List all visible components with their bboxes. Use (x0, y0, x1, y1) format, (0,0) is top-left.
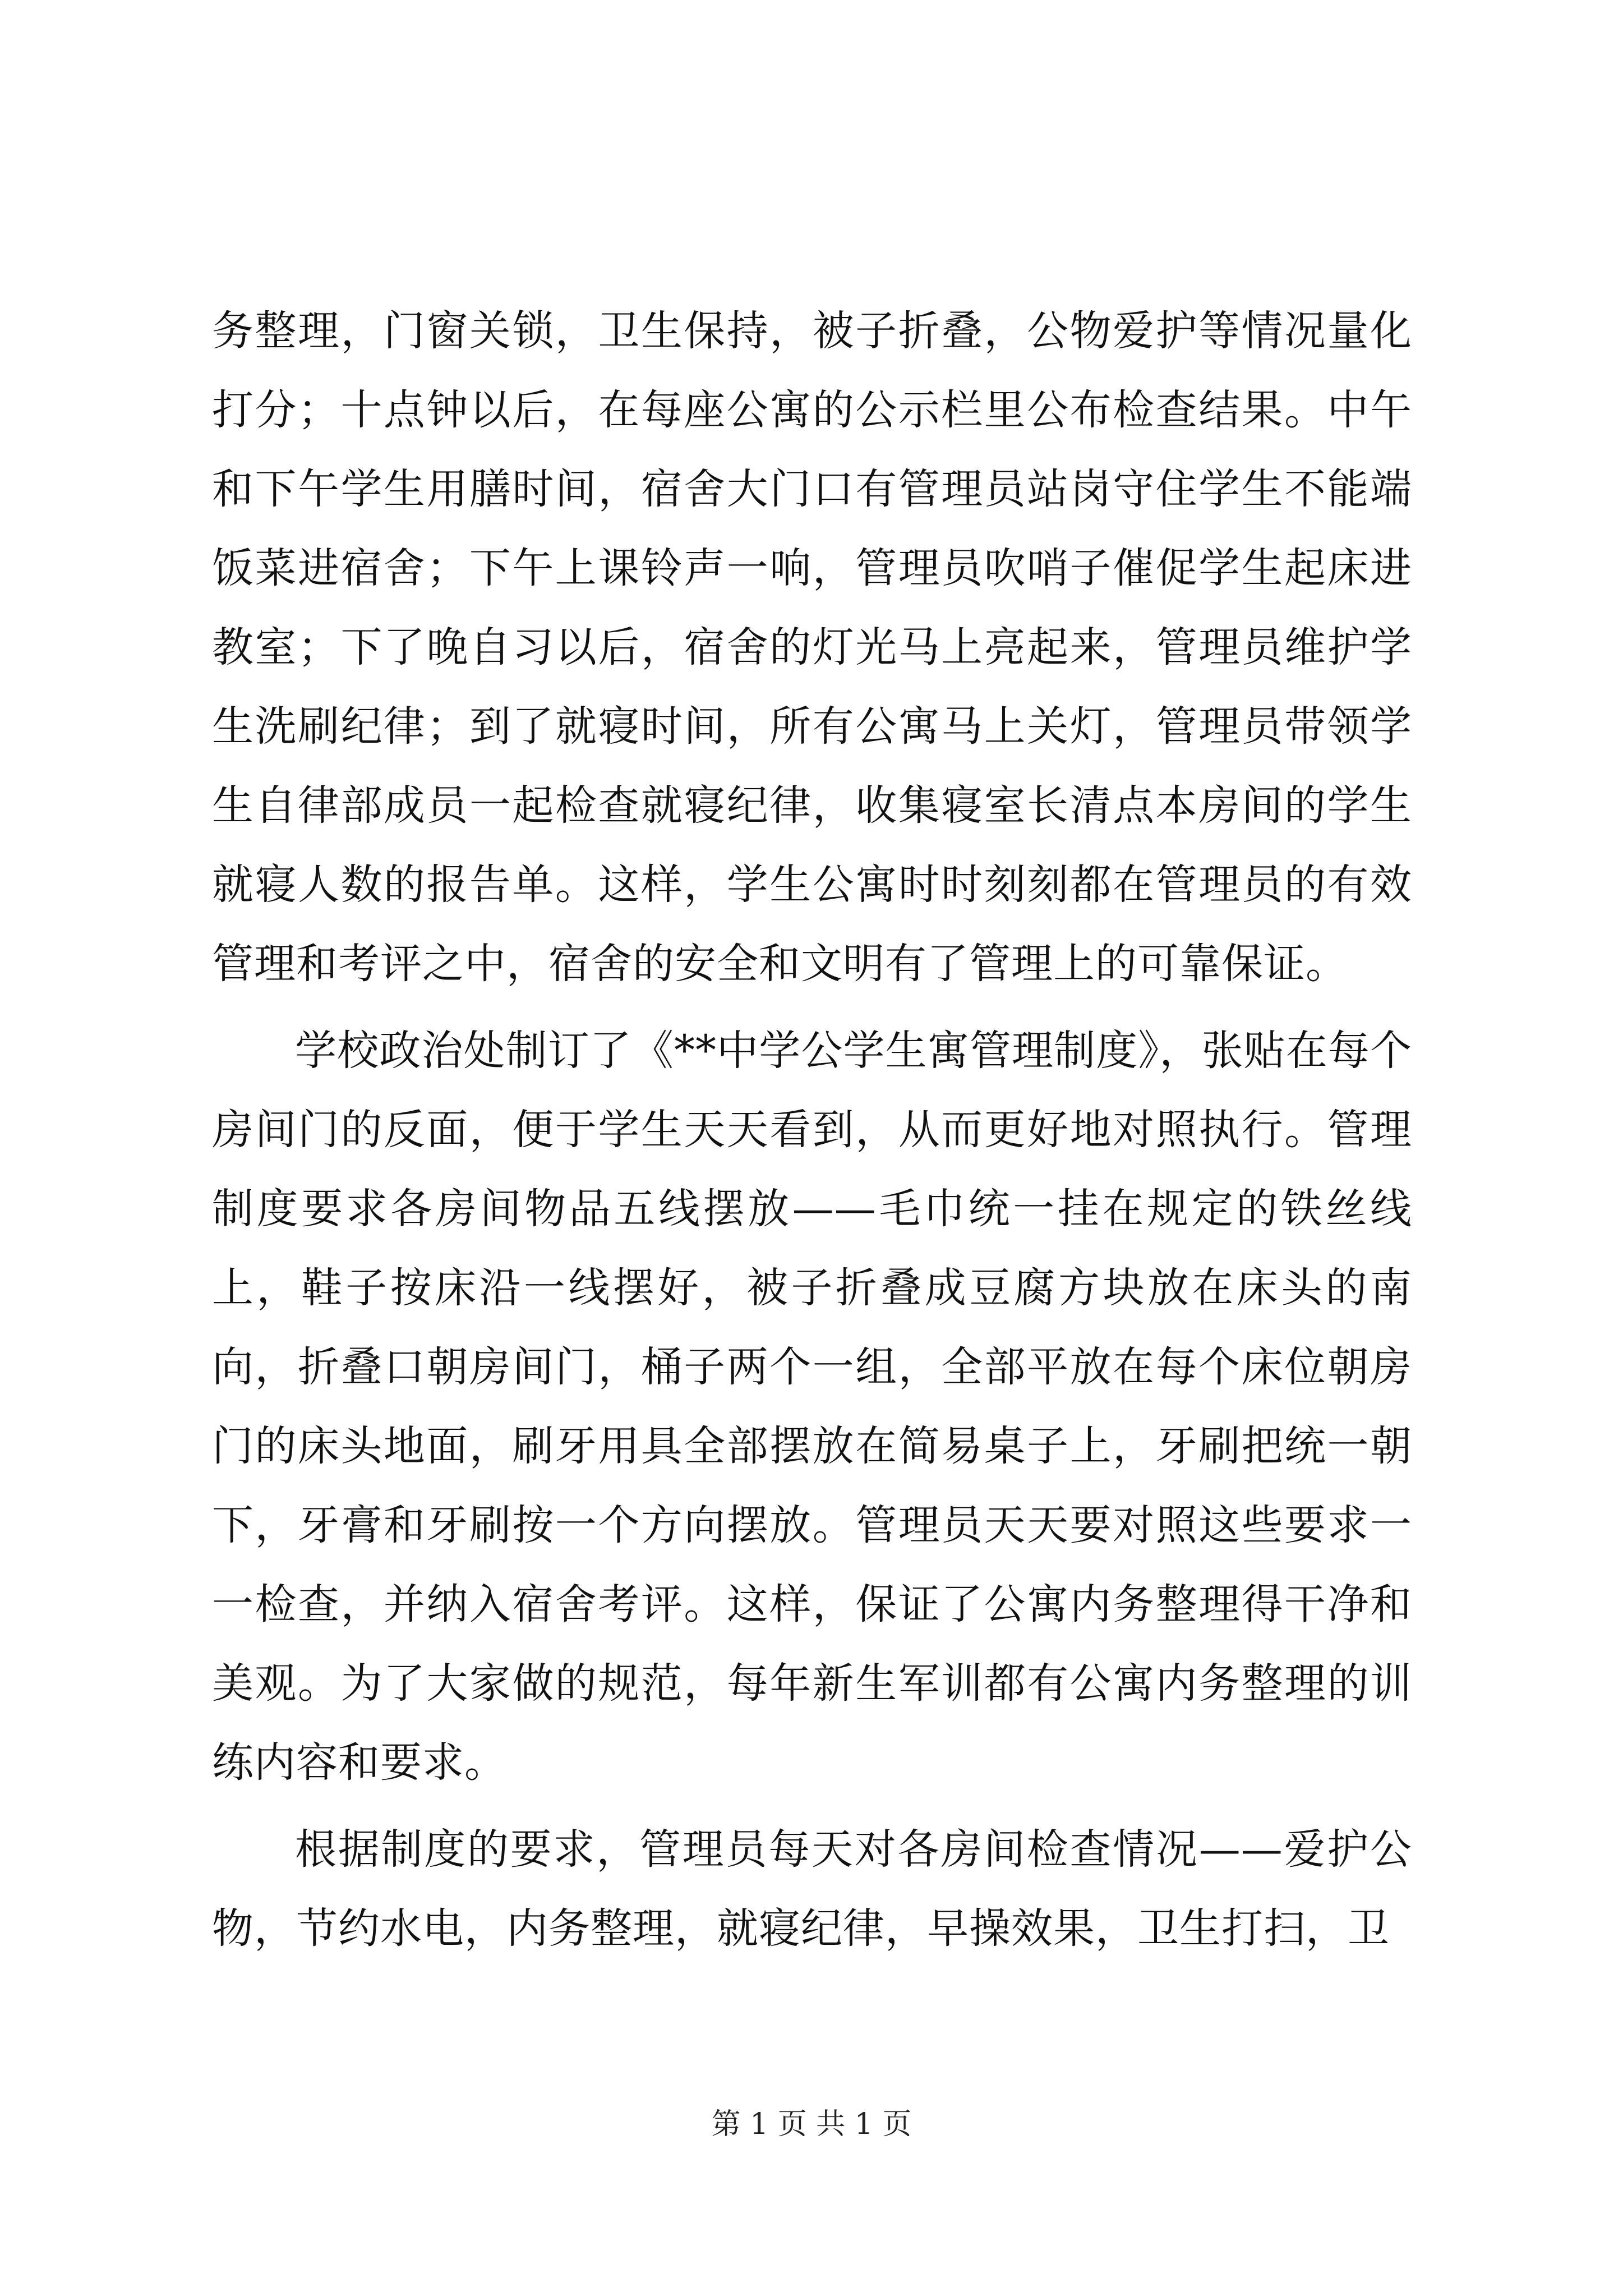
document-body (212, 292, 1412, 1968)
paragraph-2: 学校政治处制订了《**中学公学生寓管理制度》，张贴在每个房间门的反面，便于学生天天看到，从而更好地对照执行。管理制度要求各房间物品五线摆放——毛巾统一挂在规定的铁丝线上，鞋子按床沿一线摆好，被子折叠成豆腐方块放在床头的南向，折叠口朝房间门，桶子两个一组，全部平放在每个床位朝房门的床头地面，刷牙用具全部摆放在简易桌子上，牙刷把统一朝下，牙膏和牙刷按一个方向摆放。管理员天天要对照这些要求一一检查，并纳入宿舍考评。这样，保证了公寓内务整理得干净和美观。为了大家做的规范，每年新生军训都有公寓内务整理的训练内容和要求。 (212, 1027, 1412, 1787)
paragraph-3: 根据制度的要求，管理员每天对各房间检查情况——爱护公物，节约水电，内务整理，就寝纪律，早操效果，卫生打扫，卫 (212, 1825, 1412, 1953)
page-footer: 第 1 页 共 1 页 (711, 2108, 912, 2141)
paragraph-1: 务整理，门窗关锁，卫生保持，被子折叠，公物爱护等情况量化打分；十点钟以后，在每座公寓的公示栏里公布检查结果。中午和下午学生用膳时间，宿舍大门口有管理员站岗守住学生不能端饭菜进宿舍；下午上课铃声一响，管理员吹哨子催促学生起床进教室；下了晚自习以后，宿舍的灯光马上亮起来，管理员维护学生洗刷纪律；到了就寝时间，所有公寓马上关灯，管理员带领学生自律部成员一起检查就寝纪律，收集寝室长清点本房间的学生就寝人数的报告单。这样，学生公寓时时刻刻都在管理员的有效管理和考评之中，宿舍的安全和文明有了管理上的可靠保证。 (212, 307, 1412, 988)
